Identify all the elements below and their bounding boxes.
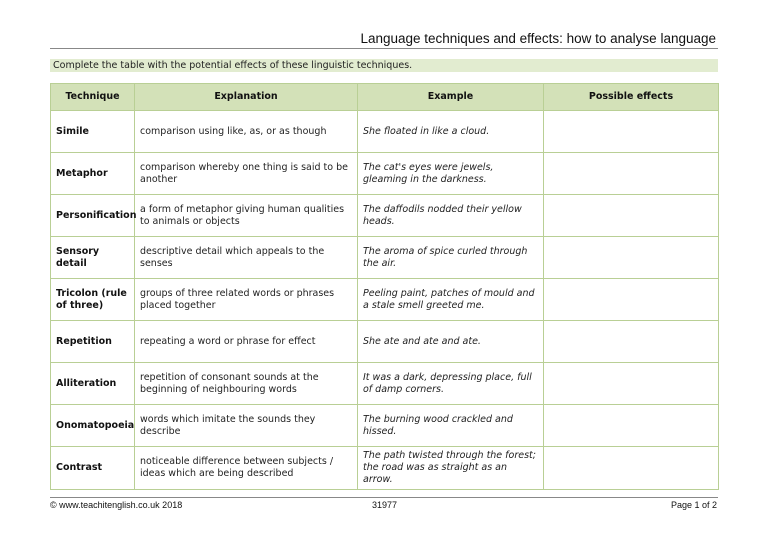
- table-row: [51, 279, 719, 321]
- example-cell: Peeling paint, patches of mould and a stale smell greeted me.: [358, 279, 544, 321]
- technique-cell: Onomatopoeia: [51, 405, 135, 447]
- example-cell: The cat's eyes were jewels, gleaming in the darkness.: [358, 153, 544, 195]
- example-cell: The daffodils nodded their yellow heads.: [358, 195, 544, 237]
- explanation-cell: groups of three related words or phrases placed together: [135, 279, 358, 321]
- column-header-technique: Technique: [51, 84, 135, 111]
- technique-cell: Alliteration: [51, 363, 135, 405]
- example-cell: The burning wood crackled and hissed.: [358, 405, 544, 447]
- explanation-cell: descriptive detail which appeals to the senses: [135, 237, 358, 279]
- table-row: [51, 447, 719, 490]
- table-row: [51, 153, 719, 195]
- instruction-text: Complete the table with the potential effects of these linguistic techniques.: [50, 59, 718, 72]
- technique-cell: Simile: [51, 111, 135, 153]
- table-row: [51, 321, 719, 363]
- table-row: [51, 237, 719, 279]
- footer-page-number: Page 1 of 2: [670, 500, 717, 510]
- technique-cell: Sensory detail: [51, 237, 135, 279]
- explanation-cell: repeating a word or phrase for effect: [135, 321, 358, 363]
- explanation-cell: a form of metaphor giving human qualities to animals or objects: [135, 195, 358, 237]
- footer-divider: [50, 497, 718, 498]
- explanation-cell: noticeable difference between subjects / ideas which are being described: [135, 447, 358, 490]
- explanation-cell: comparison whereby one thing is said to be another: [135, 153, 358, 195]
- technique-cell: Metaphor: [51, 153, 135, 195]
- column-header-example: Example: [358, 84, 544, 111]
- example-cell: It was a dark, depressing place, full of damp corners.: [358, 363, 544, 405]
- column-header-effects: Possible effects: [544, 84, 719, 111]
- table-row: [51, 195, 719, 237]
- technique-cell: Personification: [51, 195, 135, 237]
- techniques-table: [50, 83, 719, 490]
- table-header-row: [51, 84, 719, 111]
- effects-cell[interactable]: [544, 405, 719, 447]
- table-row: [51, 405, 719, 447]
- example-cell: She ate and ate and ate.: [358, 321, 544, 363]
- page-title: Language techniques and effects: how to analyse language: [360, 31, 716, 46]
- effects-cell[interactable]: [544, 321, 719, 363]
- footer-resource-code: 31977: [372, 500, 398, 510]
- example-cell: She floated in like a cloud.: [358, 111, 544, 153]
- effects-cell[interactable]: [544, 195, 719, 237]
- effects-cell[interactable]: [544, 237, 719, 279]
- header-divider: [50, 48, 718, 49]
- explanation-cell: repetition of consonant sounds at the beginning of neighbouring words: [135, 363, 358, 405]
- explanation-cell: comparison using like, as, or as though: [135, 111, 358, 153]
- technique-cell: Repetition: [51, 321, 135, 363]
- effects-cell[interactable]: [544, 111, 719, 153]
- column-header-explanation: Explanation: [135, 84, 358, 111]
- table-row: [51, 363, 719, 405]
- technique-cell: Tricolon (rule of three): [51, 279, 135, 321]
- effects-cell[interactable]: [544, 363, 719, 405]
- table-row: [51, 111, 719, 153]
- example-cell: The path twisted through the forest; the road was as straight as an arrow.: [358, 447, 544, 490]
- technique-cell: Contrast: [51, 447, 135, 490]
- explanation-cell: words which imitate the sounds they describe: [135, 405, 358, 447]
- example-cell: The aroma of spice curled through the air.: [358, 237, 544, 279]
- effects-cell[interactable]: [544, 279, 719, 321]
- footer-copyright: © www.teachitenglish.co.uk 2018: [50, 500, 183, 510]
- effects-cell[interactable]: [544, 153, 719, 195]
- effects-cell[interactable]: [544, 447, 719, 490]
